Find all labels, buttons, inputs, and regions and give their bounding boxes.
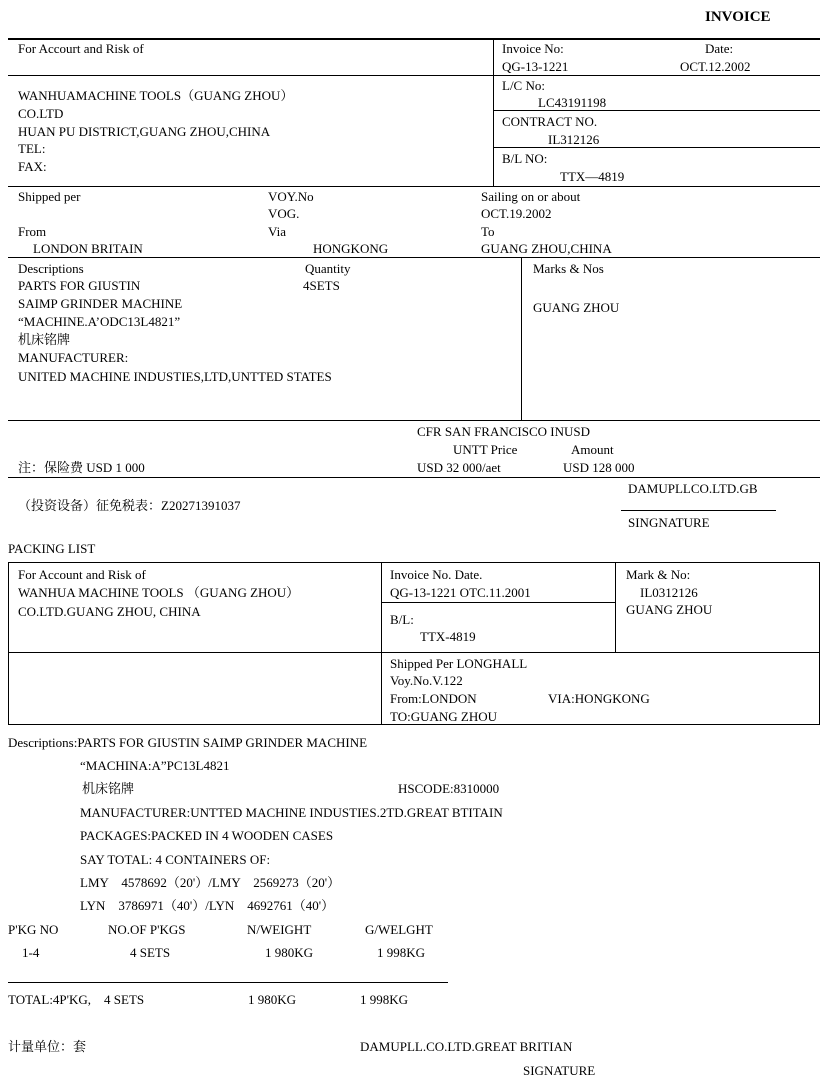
lc-label: L/C No: (502, 78, 545, 93)
packing-bl-value: TTX-4819 (420, 629, 476, 644)
marks-label: Marks & Nos (533, 261, 604, 276)
shipped-per-label: Shipped per (18, 189, 81, 204)
packing-signature: SIGNATURE (523, 1063, 596, 1078)
divider (381, 562, 382, 725)
invoice-no-label: Invoice No: (502, 41, 564, 56)
divider (521, 257, 522, 420)
desc-line: 机床铭牌 (18, 332, 71, 347)
bl-label: B/L NO: (502, 151, 548, 166)
packing-buyer: WANHUA MACHINE TOOLS （GUANG ZHOU） (18, 585, 300, 600)
tax-note: （投资设备）征免税表：Z20271391037 (18, 498, 241, 513)
packing-descriptions: Descriptions:PARTS FOR GIUSTIN SAIMP GRINDER MACHINE (8, 735, 368, 750)
divider (8, 186, 820, 187)
total-rule (8, 982, 448, 983)
divider (8, 420, 820, 421)
unit-price-label: UNTT Price (453, 442, 518, 457)
quantity-label: Quantity (305, 261, 351, 276)
date-label: Date: (705, 41, 734, 56)
invoice-no: QG-13-1221 (502, 59, 569, 74)
desc-line: SAIMP GRINDER MACHINE (18, 296, 183, 311)
mark-label: Mark & No: (626, 567, 691, 582)
col-no-pkgs: NO.OF P'KGS (108, 922, 186, 937)
divider (493, 147, 820, 148)
descriptions-label: Descriptions (18, 261, 84, 276)
row-gweight: 1 998KG (377, 945, 426, 960)
company-sign: DAMUPLLCO.LTD.GB (628, 481, 758, 496)
machina: “MACHINA:A”PC13L4821 (80, 758, 230, 773)
amount-label: Amount (571, 442, 614, 457)
mark-no: IL0312126 (640, 585, 698, 600)
desc-line: MANUFACTURER: (18, 350, 129, 365)
divider (8, 75, 820, 76)
divider (381, 602, 615, 603)
total-gweight: 1 998KG (360, 992, 409, 1007)
terms: CFR SAN FRANCISCO INUSD (417, 424, 591, 439)
quantity-value: 4SETS (303, 278, 340, 293)
vog-label: VOG. (268, 206, 300, 221)
divider (8, 652, 820, 653)
via-value: HONGKONG (313, 241, 389, 256)
packing-account-label: For Account and Risk of (18, 567, 146, 582)
buyer-address: HUAN PU DISTRICT,GUANG ZHOU,CHINA (18, 124, 271, 139)
container-line: LYN 3786971（40'）/LYN 4692761（40'） (80, 898, 335, 913)
packing-bl-label: B/L: (390, 612, 414, 627)
unit-note: 计量单位：套 (8, 1039, 87, 1054)
col-gweight: G/WELGHT (365, 922, 433, 937)
divider (493, 38, 494, 186)
sailing-label: Sailing on or about (481, 189, 581, 204)
col-nweight: N/WEIGHT (247, 922, 312, 937)
divider (493, 110, 820, 111)
container-line: LMY 4578692（20'）/LMY 2569273（20'） (80, 875, 341, 890)
contract-no: IL312126 (548, 132, 600, 147)
voy: Voy.No.V.122 (390, 673, 463, 688)
bl-no: TTX—4819 (560, 169, 625, 184)
marks-value: GUANG ZHOU (533, 300, 620, 315)
row-pkg-no: 1-4 (22, 945, 40, 960)
from-label: From (18, 224, 47, 239)
via: VIA:HONGKONG (548, 691, 650, 706)
lc-no: LC43191198 (538, 95, 607, 110)
divider (615, 562, 616, 652)
buyer-name: WANHUAMACHINE TOOLS（GUANG ZHOU） (18, 88, 294, 103)
total-nweight: 1 980KG (248, 992, 297, 1007)
row-nweight: 1 980KG (265, 945, 314, 960)
buyer-fax: FAX: (18, 159, 47, 174)
unit-price: USD 32 000/aet (417, 460, 501, 475)
inv-date-label: Invoice No. Date. (390, 567, 483, 582)
via-label: Via (268, 224, 286, 239)
account-label: For Accourt and Risk of (18, 41, 144, 56)
mark-place: GUANG ZHOU (626, 602, 713, 617)
total-label: TOTAL:4P'KG, 4 SETS (8, 992, 145, 1007)
desc-line: UNITED MACHINE INDUSTIES,LTD,UNTTED STATES (18, 369, 332, 384)
col-pkg-no: P'KG NO (8, 922, 59, 937)
packages: PACKAGES:PACKED IN 4 WOODEN CASES (80, 828, 334, 843)
invoice-top-border (8, 38, 820, 40)
voy-no-label: VOY.No (268, 189, 314, 204)
buyer-company: CO.LTD (18, 106, 64, 121)
say-total: SAY TOTAL: 4 CONTAINERS OF: (80, 852, 271, 867)
divider (8, 257, 820, 258)
to-label: To (481, 224, 495, 239)
inv-date-value: QG-13-1221 OTC.11.2001 (390, 585, 531, 600)
packing-title: PACKING LIST (8, 541, 96, 556)
to-value: GUANG ZHOU,CHINA (481, 241, 612, 256)
row-no-pkgs: 4 SETS (130, 945, 171, 960)
shipped-per: Shipped Per LONGHALL (390, 656, 528, 671)
divider (8, 477, 820, 478)
hscode: HSCODE:8310000 (398, 781, 500, 796)
insurance-note: 注：保险费 USD 1 000 (18, 460, 145, 475)
invoice-date: OCT.12.2002 (680, 59, 751, 74)
nameplate: 机床铭牌 (82, 781, 135, 796)
desc-line: PARTS FOR GIUSTIN (18, 278, 141, 293)
packing-company: DAMUPLL.CO.LTD.GREAT BRITIAN (360, 1039, 573, 1054)
contract-label: CONTRACT NO. (502, 114, 598, 129)
manufacturer: MANUFACTURER:UNTTED MACHINE INDUSTIES.2TD.GREAT BTITAIN (80, 805, 503, 820)
sailing-date: OCT.19.2002 (481, 206, 552, 221)
from: From:LONDON (390, 691, 477, 706)
packing-buyer: CO.LTD.GUANG ZHOU, CHINA (18, 604, 201, 619)
invoice-title: INVOICE (705, 9, 771, 25)
signature-label: SINGNATURE (628, 515, 710, 530)
buyer-tel: TEL: (18, 141, 46, 156)
signature-line (621, 510, 776, 511)
desc-line: “MACHINE.A’ODC13L4821” (18, 314, 181, 329)
amount: USD 128 000 (563, 460, 635, 475)
to: TO:GUANG ZHOU (390, 709, 498, 724)
from-value: LONDON BRITAIN (33, 241, 143, 256)
